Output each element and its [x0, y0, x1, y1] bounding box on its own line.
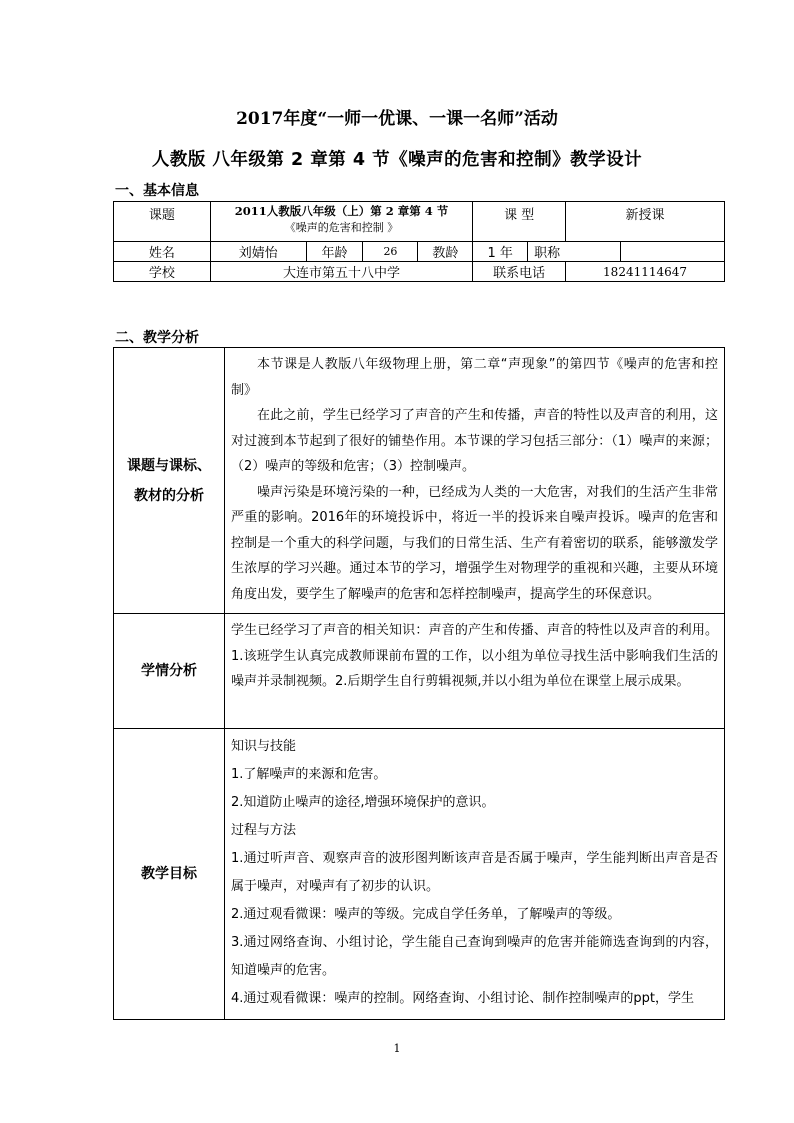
- name-value: 刘婧怡: [210, 242, 306, 262]
- topic-value: [210, 202, 472, 242]
- section-heading-basic-info: 一、基本信息: [115, 183, 199, 199]
- school-label: 学校: [114, 262, 211, 282]
- row-body-objectives: [225, 729, 725, 1020]
- teaching-age-value: 1 年: [473, 242, 528, 262]
- school-value: 大连市第五十八中学: [210, 262, 472, 282]
- title-value: [621, 242, 725, 262]
- page-number: 1: [393, 1042, 401, 1055]
- row-body-student-analysis: [225, 614, 725, 729]
- curriculum-paragraph: 在此之前，学生已经学习了声音的产生和传播，声音的特性以及声音的利用，这对过渡到本节起到了很好的铺垫作用。本节课的学习包括三部分：（1）噪声的来源；（2）噪声的等级和危害；（3）控制噪声。: [231, 408, 718, 474]
- curriculum-paragraph: 噪声污染是环境污染的一种，已经成为人类的一大危害，对我们的生活产生非常严重的影响。2016年的环境投诉中，将近一半的投诉来自噪声投诉。噪声的危害和控制是一个重大的科学问题，与我们的日常生活、生产有着密切的联系，能够激发学生浓厚的学习兴趣。通过本节的学习，增强学生对物理学的重视和兴趣，主要从环境角度出发，要学生了解噪声的危害和怎样控制噪声，提高学生的环保意识。: [231, 484, 718, 602]
- row-label-student-analysis: 学情分析: [114, 614, 225, 729]
- row-label-curriculum: 课题与课标、教材的分析: [114, 348, 225, 614]
- row-label-objectives: 教学目标: [114, 729, 225, 1020]
- objective-line: 1.通过听声音、观察声音的波形图判断该声音是否属于噪声，学生能判断出声音是否属于噪声，对噪声有了初步的认识。: [231, 851, 718, 894]
- objective-line: 1.了解噪声的来源和危害。: [231, 767, 387, 782]
- topic-value-line2: 《噪声的危害和控制 》: [284, 221, 399, 234]
- objective-line: 2.知道防止噪声的途径,增强环境保护的意识。: [231, 795, 495, 810]
- topic-value-line1: 2011人教版八年级（上）第 2 章第 4 节: [234, 204, 449, 218]
- objective-line: 过程与方法: [231, 823, 297, 838]
- row-body-curriculum: [225, 348, 725, 614]
- curriculum-paragraph: 本节课是人教版八年级物理上册，第二章“声现象”的第四节《噪声的危害和控制》: [231, 357, 718, 398]
- objective-line: 3.通过网络查询、小组讨论，学生能自己查询到噪声的危害并能筛选查询到的内容，知道噪声的危害。: [231, 935, 718, 978]
- name-label: 姓名: [114, 242, 211, 262]
- lesson-type-label: 课 型: [473, 202, 566, 242]
- lesson-type-value: 新授课: [566, 202, 725, 242]
- phone-label: 联系电话: [473, 262, 566, 282]
- student-analysis-paragraph: 学生已经学习了声音的相关知识：声音的产生和传播、声音的特性以及声音的利用。1.该班学生认真完成教师课前布置的工作，以小组为单位寻找生活中影响我们生活的噪声并录制视频。2.后期学生自行剪辑视频,并以小组为单位在课堂上展示成果。: [231, 623, 718, 689]
- topic-label: 课题: [114, 202, 211, 242]
- objective-line: 知识与技能: [231, 739, 297, 754]
- document-subtitle: 人教版 八年级第 2 章第 4 节《噪声的危害和控制》教学设计: [151, 150, 643, 170]
- age-label: 年龄: [306, 242, 363, 262]
- teaching-age-label: 教龄: [418, 242, 473, 262]
- objective-line: 2.通过观看微课：噪声的等级。完成自学任务单，了解噪声的等级。: [231, 907, 621, 922]
- phone-value: 18241114647: [566, 262, 725, 282]
- basic-info-table: [113, 201, 725, 282]
- document-title: 2017年度“一师一优课、一课一名师”活动: [236, 109, 558, 129]
- age-value: 26: [363, 242, 418, 262]
- section-heading-analysis: 二、教学分析: [115, 330, 199, 346]
- title-label: 职称: [528, 242, 621, 262]
- analysis-table: [113, 347, 725, 1020]
- objective-line: 4.通过观看微课：噪声的控制。网络查询、小组讨论、制作控制噪声的ppt，学生: [231, 991, 695, 1006]
